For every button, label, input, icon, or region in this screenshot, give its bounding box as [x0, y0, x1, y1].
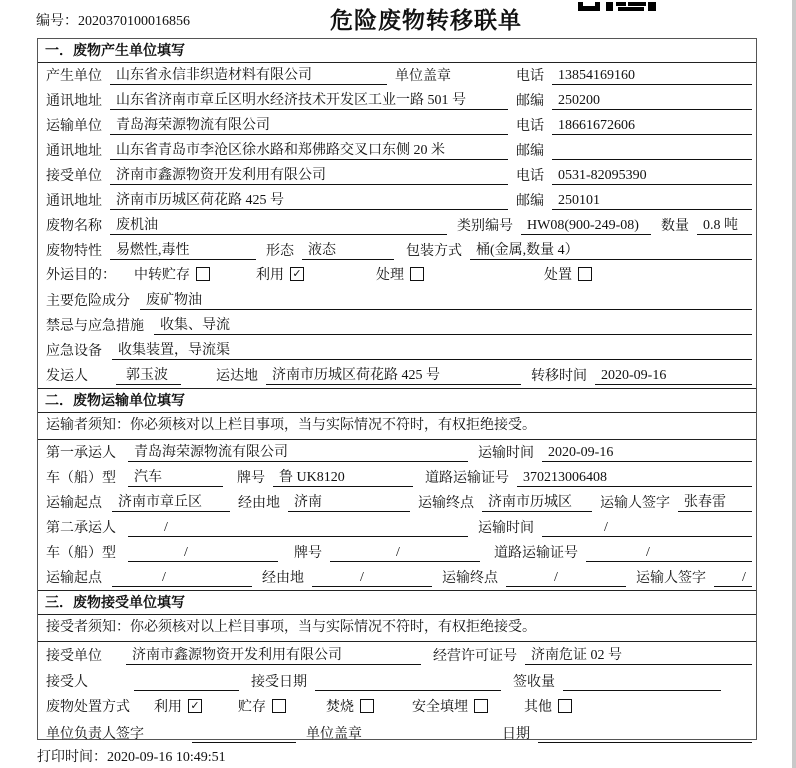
- first-carrier-label: 第一承运人: [46, 446, 116, 461]
- row-receiver-address: [38, 188, 756, 213]
- carrier-sign-value: 张春雷: [678, 491, 752, 512]
- row-emergency-equipment: [38, 338, 756, 363]
- road-license2-value: /: [586, 545, 752, 562]
- emergency-measures-value: 收集、导流: [154, 314, 752, 335]
- row-hazard: [38, 288, 756, 313]
- checkbox-disposal-incinerate: [360, 699, 374, 713]
- waste-form-value: 液态: [302, 239, 394, 260]
- producer-zip-label: 邮编: [516, 94, 544, 109]
- checkbox-dispose: [578, 267, 592, 281]
- route-start-label: 运输起点: [46, 496, 102, 511]
- row-accept-unit: [38, 642, 756, 668]
- transfer-time-value: 2020-09-16: [595, 368, 752, 385]
- disposal-option-label: 焚烧: [326, 699, 354, 715]
- print-time-line: [37, 746, 226, 766]
- destination-label: 运达地: [216, 369, 258, 384]
- route-via-label: 经由地: [238, 496, 280, 511]
- disposal-option-label: 其他: [524, 699, 552, 715]
- row-route1: [38, 490, 756, 515]
- waste-pack-label: 包装方式: [406, 244, 462, 259]
- accept-person-label: 接受人: [46, 675, 88, 690]
- dispatcher-value: 郭玉波: [116, 364, 181, 385]
- road-license-value: 370213006408: [517, 470, 752, 487]
- row-vehicle2: [38, 540, 756, 565]
- transporter-label: 运输单位: [46, 119, 102, 134]
- section3-heading: 三．废物接受单位填写: [38, 590, 756, 615]
- waste-form-label: 形态: [266, 244, 294, 259]
- checkbox-transfer-storage: [196, 267, 210, 281]
- emergency-equipment-label: 应急设备: [46, 344, 102, 359]
- transport-time2-value: /: [542, 520, 752, 537]
- responsible-sign-label: 单位负责人签字: [46, 727, 144, 742]
- row-producer: [38, 63, 756, 88]
- transporter-phone-label: 电话: [516, 119, 544, 134]
- road-license-label: 道路运输证号: [425, 471, 509, 486]
- waste-traits-label: 废物特性: [46, 244, 102, 259]
- responsible-sign-value: [192, 742, 296, 743]
- row-emergency-measures: [38, 313, 756, 338]
- accept-unit-value: 济南市鑫源物资开发利用有限公司: [126, 644, 421, 665]
- vehicle-type2-label: 车（船）型: [46, 546, 116, 561]
- row-waste-name: [38, 213, 756, 238]
- producer-zip-value: 250200: [552, 93, 752, 110]
- transporter-phone-value: 18661672606: [552, 118, 752, 135]
- checkbox-disposal-utilize-checked: ✓: [188, 699, 202, 713]
- producer-address-label: 通讯地址: [46, 94, 102, 109]
- transporter-zip-label: 邮编: [516, 144, 544, 159]
- row-vehicle1: [38, 465, 756, 490]
- permit-value: 济南危证 02 号: [525, 644, 752, 665]
- unit-seal-label: 单位盖章: [306, 727, 362, 742]
- serial-value: 2020370100016856: [78, 14, 190, 29]
- disposal-option-incinerate: [326, 696, 374, 716]
- hazard-value: 废矿物油: [140, 289, 752, 310]
- emergency-measures-label: 禁忌与应急措施: [46, 319, 144, 334]
- waste-code-value: HW08(900-249-08): [521, 218, 651, 235]
- route2-start-label: 运输起点: [46, 571, 102, 586]
- disposal-option-label: 利用: [154, 699, 182, 715]
- route2-via-label: 经由地: [262, 571, 304, 586]
- serial-number-line: [36, 10, 190, 30]
- transport-time-label: 运输时间: [478, 446, 534, 461]
- waste-name-label: 废物名称: [46, 219, 102, 234]
- sign-date-value: [538, 742, 752, 743]
- row-responsible-sign: [38, 720, 756, 746]
- plate2-value: /: [330, 545, 480, 562]
- seal-label: 单位盖章: [395, 69, 451, 84]
- row-accept-person: [38, 668, 756, 694]
- row-route2: [38, 565, 756, 590]
- row-waste-traits: [38, 238, 756, 263]
- vehicle-type-value: 汽车: [128, 466, 223, 487]
- plate-value: 鲁 UK8120: [273, 466, 413, 487]
- checkbox-disposal-storage: [272, 699, 286, 713]
- purpose-option-label: 处理: [376, 268, 404, 283]
- purpose-label: 外运目的：: [46, 268, 116, 283]
- section2-heading: 二．废物运输单位填写: [38, 388, 756, 413]
- vehicle-type2-value: /: [128, 545, 278, 562]
- receiver-label: 接受单位: [46, 169, 102, 184]
- section1-heading: 一．废物产生单位填写: [38, 39, 756, 63]
- transport-time2-label: 运输时间: [478, 521, 534, 536]
- form-title: 危险废物转移联单: [330, 7, 522, 33]
- print-time-label: 打印时间：: [37, 750, 107, 765]
- hazard-label: 主要危险成分: [46, 294, 130, 309]
- row-first-carrier: [38, 440, 756, 465]
- receiver-phone-label: 电话: [516, 169, 544, 184]
- receiver-address-value: 济南市历城区荷花路 425 号: [110, 189, 508, 210]
- accept-date-value: [315, 690, 501, 691]
- producer-phone-label: 电话: [516, 69, 544, 84]
- vehicle-type-label: 车（船）型: [46, 471, 116, 486]
- checkbox-disposal-other: [558, 699, 572, 713]
- signed-qty-value: [563, 690, 721, 691]
- emergency-equipment-value: 收集装置，导流渠: [112, 339, 752, 360]
- purpose-option-transfer-storage: [134, 264, 210, 284]
- row-receiver: [38, 163, 756, 188]
- dispatcher-label: 发运人: [46, 369, 88, 384]
- accept-person-value: [134, 690, 239, 691]
- route-end-label: 运输终点: [418, 496, 474, 511]
- route-start-value: 济南市章丘区: [112, 491, 230, 512]
- receiver-address-label: 通讯地址: [46, 194, 102, 209]
- purpose-option-treat: [376, 264, 424, 284]
- row-second-carrier: [38, 515, 756, 540]
- waste-qty-value: 0.8 吨: [697, 214, 752, 235]
- plate-label: 牌号: [237, 471, 265, 486]
- second-carrier-label: 第二承运人: [46, 521, 116, 536]
- carrier2-sign-label: 运输人签字: [636, 571, 706, 586]
- checkbox-utilize-checked: ✓: [290, 267, 304, 281]
- route2-start-value: /: [112, 570, 252, 587]
- disposal-option-other: [524, 696, 572, 716]
- sign-date-label: 日期: [502, 727, 530, 742]
- purpose-option-label: 处置: [544, 268, 572, 283]
- route-via-value: 济南: [288, 491, 410, 512]
- waste-traits-value: 易燃性,毒性: [110, 239, 256, 260]
- purpose-option-label: 中转贮存: [134, 268, 190, 283]
- route2-via-value: /: [312, 570, 432, 587]
- producer-value: 山东省永信非织造材料有限公司: [110, 64, 387, 85]
- road-license2-label: 道路运输证号: [494, 546, 578, 561]
- purpose-option-label: 利用: [256, 268, 284, 283]
- row-dispatch: [38, 363, 756, 388]
- waste-pack-value: 桶(金属,数量 4）: [470, 239, 752, 260]
- receiver-phone-value: 0531-82095390: [552, 168, 752, 185]
- row-producer-address: [38, 88, 756, 113]
- signed-qty-label: 签收量: [513, 675, 555, 690]
- waste-qty-label: 数量: [661, 219, 689, 234]
- carrier-sign-label: 运输人签字: [600, 496, 670, 511]
- checkbox-disposal-landfill: [474, 699, 488, 713]
- window-edge-strip: [792, 0, 796, 768]
- transfer-time-label: 转移时间: [531, 369, 587, 384]
- transport-time-value: 2020-09-16: [542, 445, 752, 462]
- serial-label: 编号：: [36, 14, 78, 29]
- section2-notice: 运输者须知：你必须核对以上栏目事项，当与实际情况不符时，有权拒绝接受。: [38, 413, 756, 440]
- producer-phone-value: 13854169160: [552, 68, 752, 85]
- waste-code-label: 类别编号: [457, 219, 513, 234]
- row-transporter: [38, 113, 756, 138]
- purpose-option-dispose: [544, 264, 592, 284]
- receiver-value: 济南市鑫源物资开发利用有限公司: [110, 164, 508, 185]
- second-carrier-value: /: [128, 520, 468, 537]
- carrier2-sign-value: /: [714, 570, 752, 587]
- disposal-method-label: 废物处置方式: [46, 699, 130, 715]
- checkbox-treat: [410, 267, 424, 281]
- row-transporter-address: [38, 138, 756, 163]
- form-table: [37, 38, 757, 740]
- transporter-value: 青岛海荣源物流有限公司: [110, 114, 508, 135]
- route2-end-label: 运输终点: [442, 571, 498, 586]
- route-end-value: 济南市历城区: [482, 491, 592, 512]
- destination-value: 济南市历城区荷花路 425 号: [266, 364, 521, 385]
- section3-notice: 接受者须知：你必须核对以上栏目事项，当与实际情况不符时，有权拒绝接受。: [38, 615, 756, 642]
- qr-code-partial-icon: [578, 0, 662, 16]
- producer-address-value: 山东省济南市章丘区明水经济技术开发区工业一路 501 号: [110, 89, 508, 110]
- print-time-value: 2020-09-16 10:49:51: [107, 750, 226, 765]
- disposal-option-utilize: [154, 696, 202, 716]
- disposal-option-label: 贮存: [238, 699, 266, 715]
- disposal-option-storage: [238, 696, 286, 716]
- receiver-zip-value: 250101: [552, 193, 752, 210]
- transporter-zip-value: [552, 159, 752, 160]
- route2-end-value: /: [506, 570, 626, 587]
- accept-date-label: 接受日期: [251, 675, 307, 690]
- purpose-option-utilize: [256, 264, 304, 284]
- accept-unit-label: 接受单位: [46, 649, 102, 664]
- disposal-option-label: 安全填埋: [412, 699, 468, 715]
- transporter-address-label: 通讯地址: [46, 144, 102, 159]
- producer-label: 产生单位: [46, 69, 102, 84]
- row-purpose: [38, 263, 756, 288]
- receiver-zip-label: 邮编: [516, 194, 544, 209]
- waste-name-value: 废机油: [110, 214, 447, 235]
- disposal-option-landfill: [412, 696, 488, 716]
- transporter-address-value: 山东省青岛市李沧区徐水路和郑佛路交叉口东侧 20 米: [110, 139, 508, 160]
- permit-label: 经营许可证号: [433, 649, 517, 664]
- first-carrier-value: 青岛海荣源物流有限公司: [128, 441, 468, 462]
- row-disposal-method: [38, 694, 756, 720]
- plate2-label: 牌号: [294, 546, 322, 561]
